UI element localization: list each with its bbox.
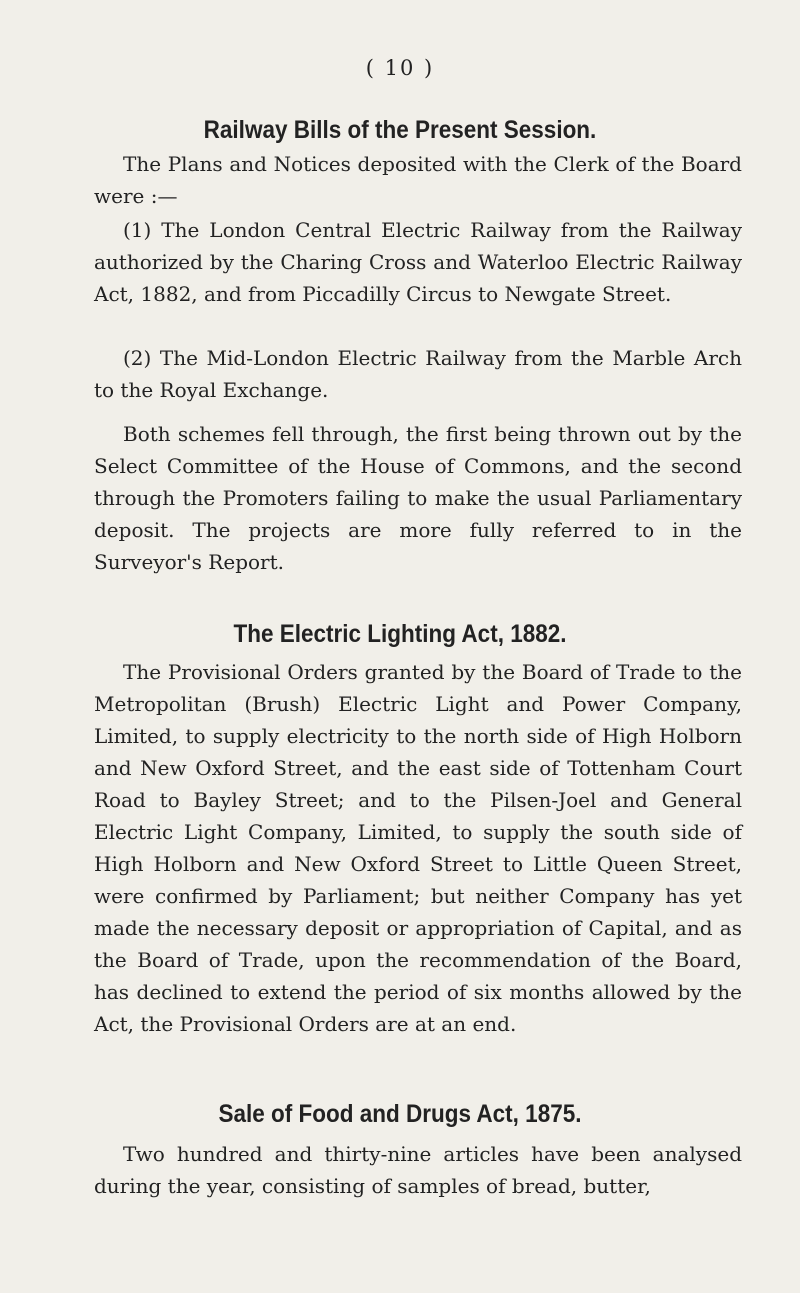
paragraph-provisional-orders: The Provisional Orders granted by the Board of Trade to the Metropolitan (Brush) Electric Light and Power Company, Limited, to supply electricity to the north side of High Holborn and New Oxford Street, and the east side of Tottenham Court Road to Bayley Street; and to the Pilsen-Joel and General Electric Light Company, Limited, to supply the south side of High Holborn and New Oxford Street to Little Queen Street, were confirmed by Parliament; but neither Company has yet made the necessary deposit or appropriation of Capital, and as the Board of Trade, upon the recommendation of the Board, has declined to extend the period of six months allowed by the Act, the Provisional Orders are at an end. <box>94 660 742 1036</box>
paragraph-mid-london-railway: (2) The Mid-London Electric Railway from the Marble Arch to the Royal Exchange. <box>94 346 742 402</box>
section-heading-railway-bills: Railway Bills of the Present Session. <box>203 116 597 144</box>
paragraph-london-central-railway: (1) The London Central Electric Railway from the Railway authorized by the Charing Cross and Waterloo Electric Railway Act, 1882, and from Piccadilly Circus to Newgate Street. <box>94 218 742 306</box>
paragraph-articles-analysed: Two hundred and thirty-nine articles have been analysed during the year, consisting of samples of bread, butter, <box>94 1142 742 1198</box>
paragraph-schemes-fell-through: Both schemes fell through, the first being thrown out by the Select Committee of the House of Commons, and the second through the Promoters failing to make the usual Parliamentary deposit. The projects are more fully referred to in the Surveyor's Report. <box>94 422 742 574</box>
section-heading-electric-lighting: The Electric Lighting Act, 1882. <box>233 620 567 648</box>
paragraph-plans-notices: The Plans and Notices deposited with the Clerk of the Board were :— <box>94 152 742 208</box>
section-heading-food-drugs: Sale of Food and Drugs Act, 1875. <box>218 1100 582 1128</box>
page-number: ( 10 ) <box>365 56 435 80</box>
